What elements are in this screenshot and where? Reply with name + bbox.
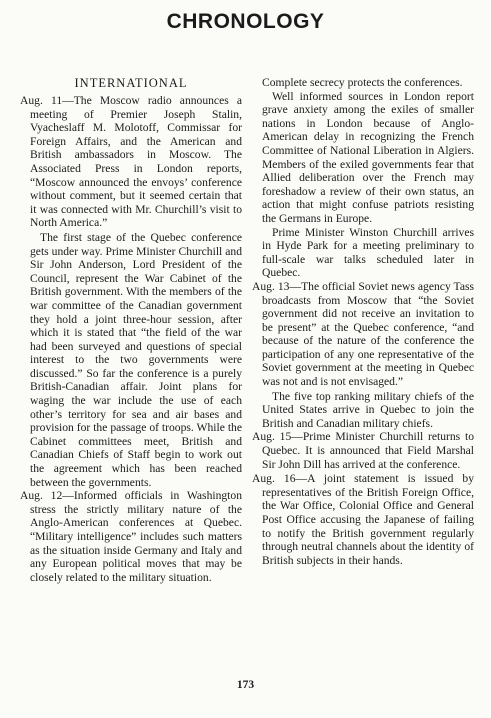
section-heading: INTERNATIONAL [74, 76, 188, 90]
right-column [252, 76, 474, 568]
entry-aug-12: Aug. 12—Informed officials in Washington stress the strictly military nature of the Anglo-American conferences at Quebec. “Military intelligence” includes such matters as the situation inside Germany and Italy and any European political moves that may be closely related to the military situation. [20, 489, 242, 584]
entry-aug-12-paragraph-2: Well informed sources in London report grave anxiety among the exiles of smaller nations in London because of Anglo-American delay in recognizing the French Committee of National Liberation in Algiers. Members of the exiled governments fear that Allied deliberation over the French may foreshadow a review of their own status, an action that might confuse patriots resisting the Germans in Europe. [262, 89, 474, 225]
left-column [20, 94, 242, 585]
entry-aug-13: Aug. 13—The official Soviet news agency Tass broadcasts from Moscow that “the Soviet government did not receive an invitation to be present” at the Quebec conference, “and because of the nature of the conference the participation of any one representative of the Soviet government at the meeting in Quebec was not and is not envisaged.” [252, 279, 474, 389]
page-title: CHRONOLOGY [166, 10, 325, 33]
entry-aug-11-paragraph-2: The first stage of the Quebec conference gets under way. Prime Minister Churchill and Sir John Anderson, Lord President of the Council, represent the War Cabinet of the British government. With the members of the war committee of the Canadian government they hold a joint three-hour session, after which it is stated that “the field of the war had been surveyed and questions of special interest to the two governments were discussed.” So far the conference is a purely British-Canadian affair. Joint plans for waging the war include the use of each other’s territory for sea and air bases and provision for the passage of troops. While the Cabinet committees meet, British and Canadian Chiefs of Staff begin to work out the agreement which has been reached between the governments. [30, 230, 242, 489]
entry-aug-16: Aug. 16—A joint statement is issued by representatives of the British Foreign Office, the War Office, Colonial Office and General Post Office accusing the Japanese of failing to notify the British government regularly through neutral channels about the identity of British subjects in their hands. [252, 472, 474, 567]
entry-aug-11: Aug. 11—The Moscow radio announces a meeting of Premier Joseph Stalin, Vyacheslaff M. Molotoff, Commissar for Foreign Affairs, and the American and British ambassadors in Moscow. The Associated Press in London reports, “Moscow announced the envoys’ conference without comment, but it seemed certain that it was connected with Mr. Churchill’s visit to North America.” [20, 94, 242, 230]
entry-aug-13-paragraph-2: The five top ranking military chiefs of the United States arrive in Quebec to join the British and Canadian military chiefs. [262, 389, 474, 430]
page-number: 173 [236, 679, 255, 691]
entry-aug-12-paragraph-3: Prime Minister Winston Churchill arrives in Hyde Park for a meeting preliminary to full-scale war talks scheduled later in Quebec. [262, 225, 474, 280]
entry-aug-15: Aug. 15—Prime Minister Churchill returns to Quebec. It is announced that Field Marshal Sir John Dill has arrived at the conference. [252, 430, 474, 471]
entry-aug-12-continued: Complete secrecy protects the conferences. [262, 76, 463, 89]
